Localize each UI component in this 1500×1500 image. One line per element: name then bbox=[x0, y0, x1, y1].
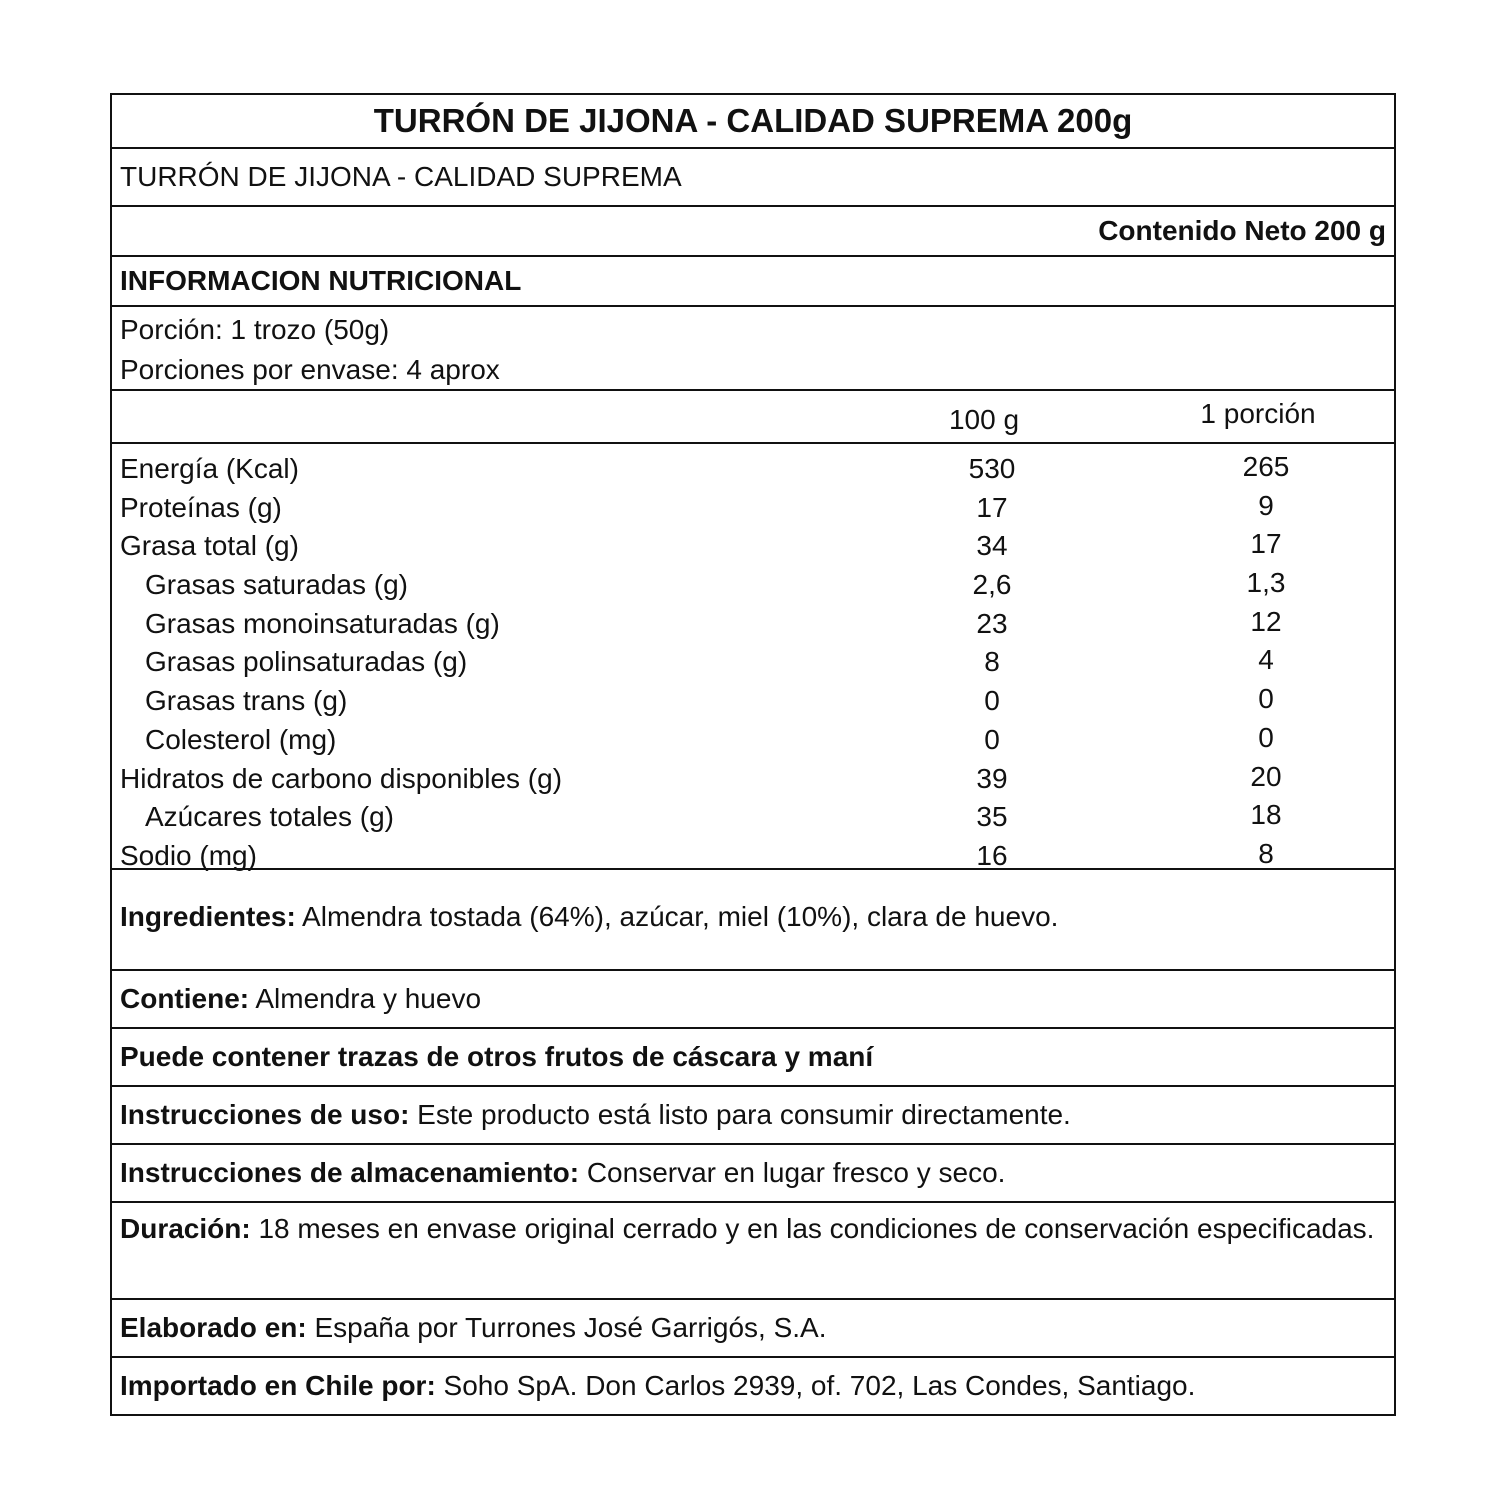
nutrient-row bbox=[120, 605, 1386, 644]
storage-instructions bbox=[112, 1145, 1394, 1203]
nutrient-value-100g: 34 bbox=[976, 530, 1008, 562]
nutrient-name: Proteínas (g) bbox=[120, 491, 282, 523]
net-content: Contenido Neto 200 g bbox=[112, 207, 1394, 257]
nutrient-name: Grasas polinsaturadas (g) bbox=[145, 646, 468, 678]
nutrient-name: Hidratos de carbono disponibles (g) bbox=[120, 762, 563, 794]
nutrient-value-portion: 0 bbox=[1258, 683, 1274, 715]
nutrient-value-portion: 265 bbox=[1242, 451, 1290, 482]
nutrient-name: Azúcares totales (g) bbox=[145, 801, 394, 833]
nutrient-value-portion: 1,3 bbox=[1246, 567, 1286, 599]
shelf-life bbox=[112, 1203, 1394, 1300]
column-header-portion: 1 porción bbox=[1200, 398, 1316, 429]
nutrient-value-100g: 16 bbox=[976, 839, 1008, 871]
nutrient-row bbox=[120, 450, 1386, 489]
made-in-label: Elaborado en: bbox=[120, 1312, 307, 1343]
nutrient-row bbox=[120, 760, 1386, 799]
usage-label: Instrucciones de uso: bbox=[120, 1099, 410, 1130]
servings-per-package: Porciones por envase: 4 aprox bbox=[120, 354, 500, 385]
nutrient-value-100g: 23 bbox=[976, 607, 1008, 639]
nutrition-label bbox=[110, 93, 1396, 1416]
nutrient-name: Colesterol (mg) bbox=[145, 723, 337, 755]
nutrient-value-portion: 17 bbox=[1250, 528, 1282, 560]
contains-text: Almendra y huevo bbox=[249, 983, 482, 1014]
storage-label: Instrucciones de almacenamiento: bbox=[120, 1157, 580, 1188]
imported-text: Soho SpA. Don Carlos 2939, of. 702, Las Condes, Santiago. bbox=[435, 1370, 1196, 1401]
nutrient-row bbox=[120, 643, 1386, 682]
nutrient-value-portion: 12 bbox=[1250, 605, 1282, 637]
nutrient-row bbox=[120, 682, 1386, 721]
nutrient-table bbox=[112, 444, 1394, 870]
nutrient-name: Grasas saturadas (g) bbox=[145, 569, 408, 601]
nutrient-value-100g: 0 bbox=[984, 723, 1000, 755]
contains-label: Contiene: bbox=[120, 983, 250, 1014]
made-in-text: España por Turrones José Garrigós, S.A. bbox=[306, 1312, 827, 1343]
usage-instructions bbox=[112, 1087, 1394, 1145]
product-title: TURRÓN DE JIJONA - CALIDAD SUPREMA 200g bbox=[112, 95, 1394, 149]
product-subtitle: TURRÓN DE JIJONA - CALIDAD SUPREMA bbox=[112, 149, 1394, 207]
traces-warning: Puede contener trazas de otros frutos de cáscara y maní bbox=[112, 1029, 1394, 1087]
duration-label: Duración: bbox=[120, 1213, 251, 1244]
nutrient-name: Energía (Kcal) bbox=[120, 453, 299, 484]
nutrient-value-portion: 0 bbox=[1258, 721, 1274, 753]
ingredients-label: Ingredientes: bbox=[120, 901, 296, 932]
nutrient-row bbox=[120, 527, 1386, 566]
nutrient-value-portion: 9 bbox=[1258, 489, 1274, 521]
column-header-100g: 100 g bbox=[948, 404, 1020, 435]
nutrient-value-100g: 17 bbox=[976, 491, 1008, 523]
nutrient-value-portion: 20 bbox=[1250, 760, 1282, 792]
ingredients-text: Almendra tostada (64%), azúcar, miel (10%), clara de huevo. bbox=[295, 901, 1059, 932]
nutrient-value-100g: 35 bbox=[976, 801, 1008, 833]
storage-text: Conservar en lugar fresco y seco. bbox=[579, 1157, 1006, 1188]
duration-text: 18 meses en envase original cerrado y en las condiciones de conservación especificadas. bbox=[250, 1213, 1375, 1244]
nutrition-column-headers bbox=[112, 391, 1394, 444]
ingredients bbox=[112, 870, 1394, 971]
nutrient-row bbox=[120, 566, 1386, 605]
portion-size: Porción: 1 trozo (50g) bbox=[120, 314, 390, 345]
nutrient-name: Grasas monoinsaturadas (g) bbox=[145, 607, 500, 639]
allergens-contains bbox=[112, 971, 1394, 1029]
nutrient-value-portion: 18 bbox=[1250, 799, 1282, 831]
nutrient-value-100g: 2,6 bbox=[972, 569, 1012, 601]
importer-info bbox=[112, 1358, 1394, 1414]
imported-label: Importado en Chile por: bbox=[120, 1370, 436, 1401]
portion-info bbox=[112, 307, 1394, 391]
nutrient-row bbox=[120, 721, 1386, 760]
nutrient-value-100g: 39 bbox=[976, 762, 1008, 794]
nutrient-row bbox=[120, 489, 1386, 528]
nutrient-value-100g: 530 bbox=[968, 453, 1016, 484]
nutrient-value-100g: 0 bbox=[984, 685, 1000, 717]
nutrition-heading: INFORMACION NUTRICIONAL bbox=[112, 257, 1394, 307]
usage-text: Este producto está listo para consumir directamente. bbox=[409, 1099, 1071, 1130]
nutrient-value-100g: 8 bbox=[984, 646, 1000, 678]
nutrient-row bbox=[120, 798, 1386, 837]
nutrient-name: Grasas trans (g) bbox=[145, 685, 348, 717]
nutrient-name: Grasa total (g) bbox=[120, 530, 299, 562]
nutrient-value-portion: 4 bbox=[1258, 644, 1274, 676]
nutrient-name: Sodio (mg) bbox=[120, 839, 257, 871]
nutrient-value-portion: 8 bbox=[1258, 837, 1274, 869]
manufactured-in bbox=[112, 1300, 1394, 1358]
